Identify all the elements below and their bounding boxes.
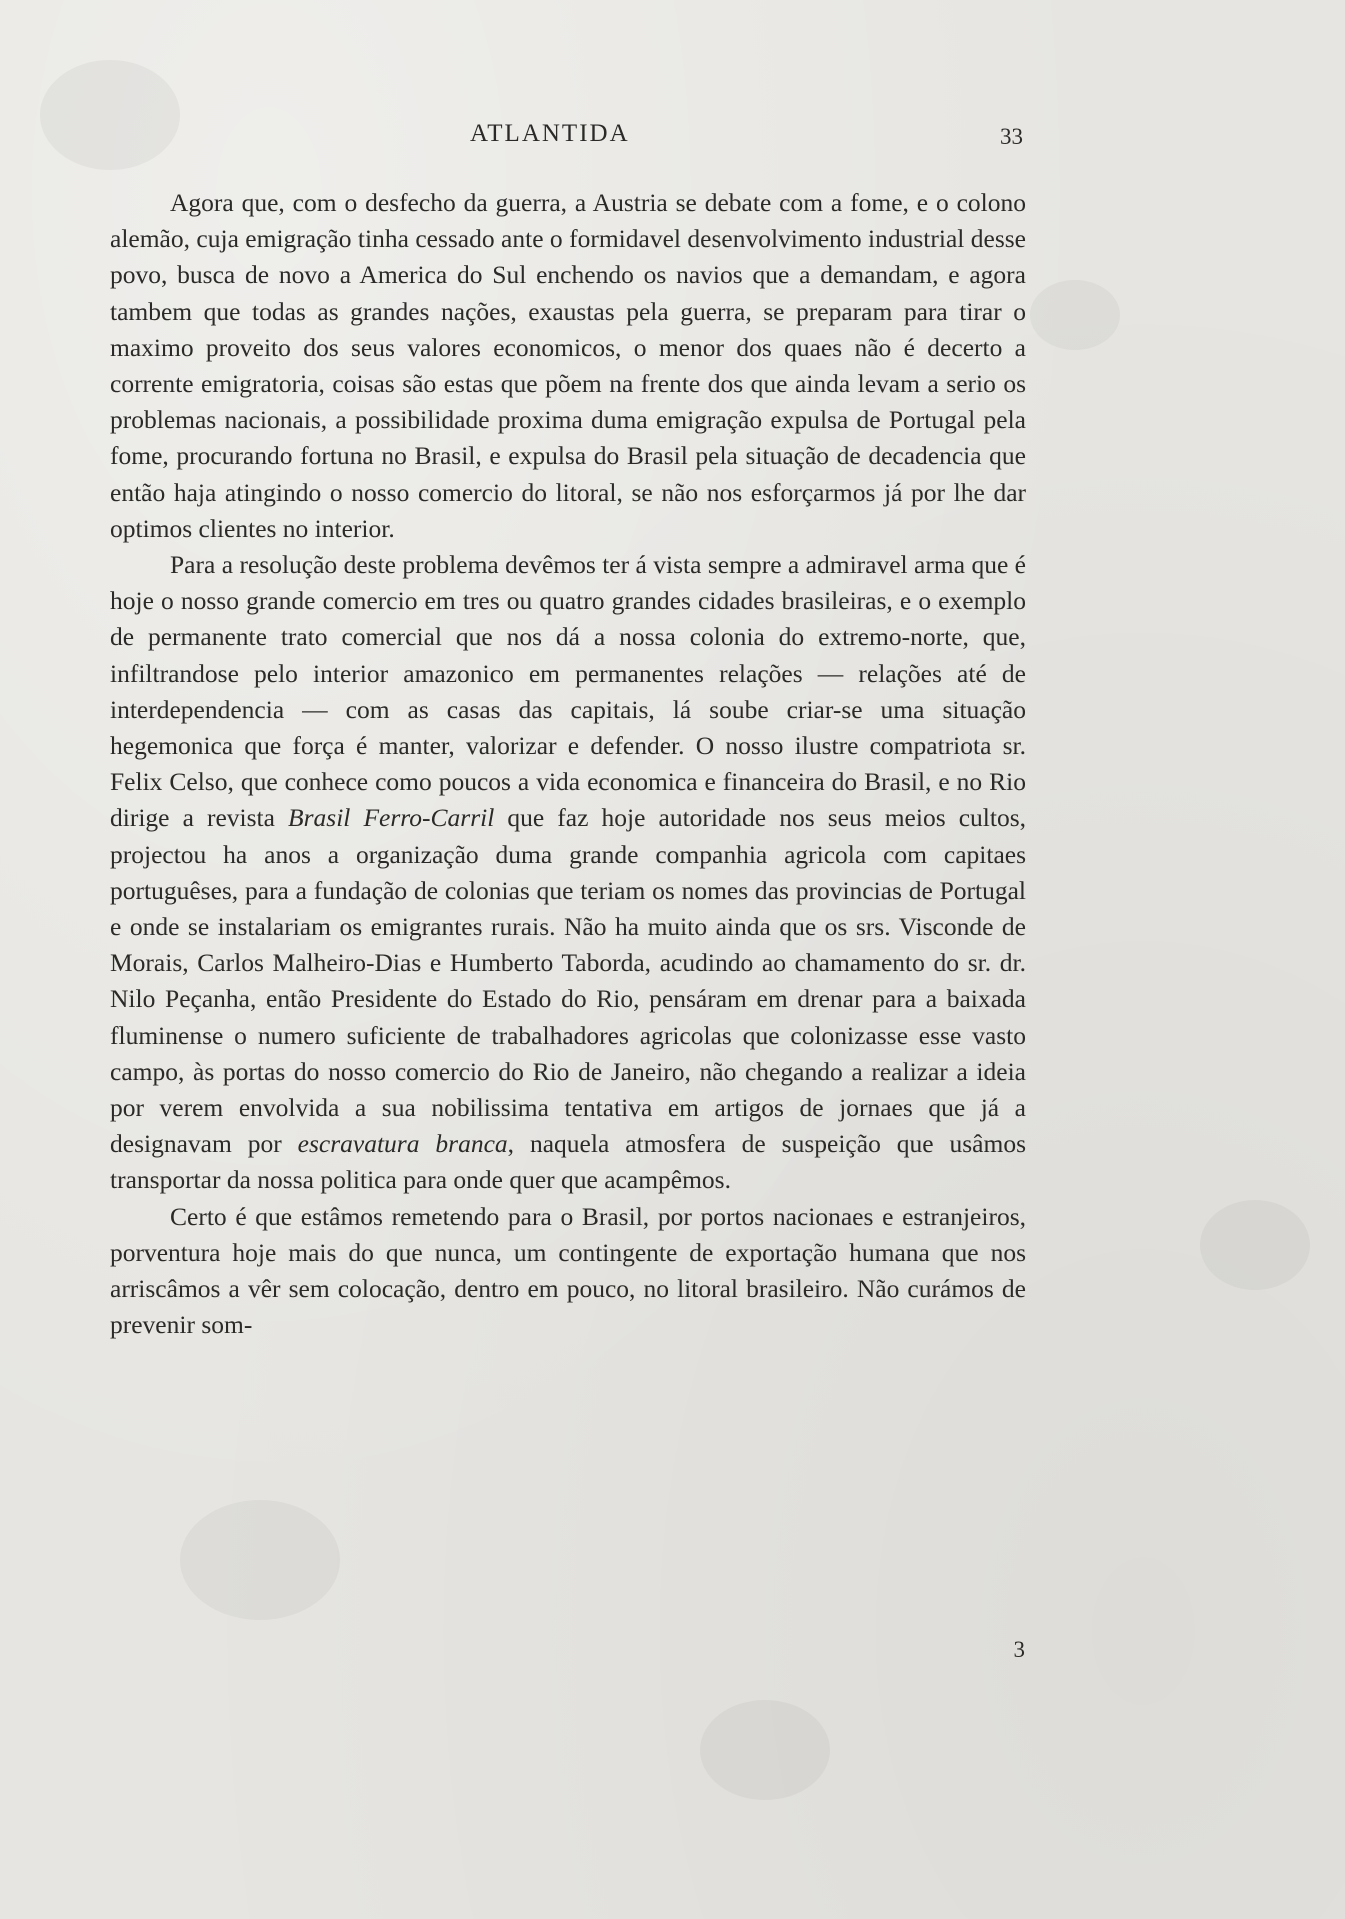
paper-stain: [40, 60, 180, 170]
paragraph-2: [110, 547, 1026, 1199]
paragraph-2-text-a: Para a resolução deste problema devêmos ter á vista sempre a admiravel arma que é hoje o nosso grande comercio em tres ou quatro grandes cidades brasileiras, e o exemplo de permanente trato comercial que nos dá a nossa colonia do extremo-norte, que, infiltrandose pelo interior amazonico em permanentes relações — relações até de interdependencia — com as casas das capitais, lá soube criar-se uma situação hegemonica que força é manter, valorizar e defender. O nosso ilustre compatriota sr. Felix Celso, que conhece como poucos a vida economica e financeira do Brasil, e no Rio dirige a revista: [110, 550, 1026, 833]
paper-stain: [180, 1500, 340, 1620]
paragraph-2-text-c: , naquela atmosfera de suspeição que usâmos transportar da nossa politica para onde quer que acampêmos.: [110, 1129, 1027, 1195]
body-text: [110, 185, 1026, 1344]
signature-mark: 3: [1013, 1637, 1025, 1662]
paper-stain: [1030, 280, 1120, 350]
paragraph-1: Agora que, com o desfecho da guerra, a Austria se debate com a fome, e o colono alemão, cuja emigração tinha cessado ante o formidavel desenvolvimento industrial desse povo, busca de novo a America do Sul enchendo os navios que a demandam, e agora tambem que todas as grandes nações, exaustas pela guerra, se preparam para tirar o maximo proveito dos seus valores economicos, o menor dos quaes não é decerto a corrente emigratoria, coisas são estas que põem na frente dos que ainda levam a serio os problemas nacionais, a possibilidade proxima duma emigração expulsa de Portugal pela fome, procurando fortuna no Brasil, e expulsa do Brasil pela situação de decadencia que então haja atingindo o nosso comercio do litoral, se não nos esforçarmos já por lhe dar optimos clientes no interior.: [110, 188, 1026, 543]
paragraph-3: Certo é que estâmos remetendo para o Brasil, por portos nacionaes e estranjeiros, porventura hoje mais do que nunca, um contingente de exportação humana que nos arriscâmos a vêr sem colocação, dentro em pouco, no litoral brasileiro. Não curámos de prevenir som-: [110, 1201, 1026, 1340]
journal-title: Brasil Ferro-Carril: [288, 803, 495, 833]
paragraph-2-text-b: que faz hoje autoridade nos seus meios cultos, projectou ha anos a organização duma grande companhia agricola com capitaes portuguêses, para a fundação de colonias que teriam os nomes das provincias de Portugal e onde se instalariam os emigrantes rurais. Não ha muito ainda que os srs. Visconde de Morais, Carlos Malheiro-Dias e Humberto Taborda, acudindo ao chamamento do sr. dr. Nilo Peçanha, então Presidente do Estado do Rio, pensáram em drenar para a baixada fluminense o numero suficiente de trabalhadores agricolas que colonizasse esse vasto campo, às portas do nosso comercio do Rio de Janeiro, não chegando a realizar a ideia por verem envolvida a sua nobilissima tentativa em artigos de jornaes que já a designavam por: [110, 803, 1027, 1159]
paper-stain: [700, 1700, 830, 1800]
paper-stain: [1200, 1200, 1310, 1290]
running-title: ATLANTIDA: [470, 120, 630, 147]
italic-phrase: escravatura branca: [297, 1129, 508, 1159]
page-number: 33: [1000, 124, 1023, 149]
